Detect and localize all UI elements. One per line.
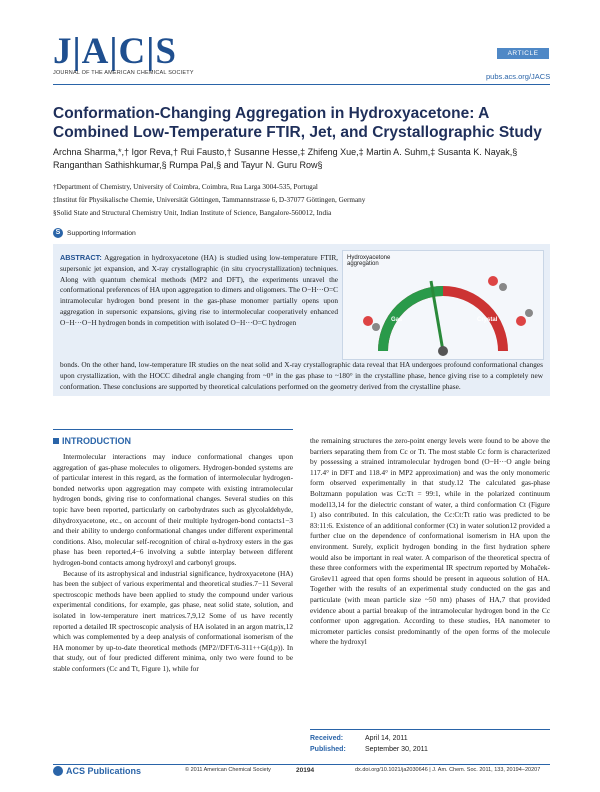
journal-site-link[interactable]: pubs.acs.org/JACS	[486, 72, 551, 81]
toc-molecule-atom	[499, 283, 507, 291]
publisher-logo	[53, 766, 141, 776]
acs-logo-icon	[53, 766, 63, 776]
toc-molecule-atom	[372, 323, 380, 331]
header-divider	[53, 84, 550, 85]
paragraph: Because of its astrophysical and industrial significance, hydroxyacetone (HA) has been the subject of various experimental and theoretical studies.7−11 Several spectroscopic methods have been applied to study the compound under various experimental conditions, for example, gas phase, neat solid state, solution, and isolated in low-temperature inert matrices.7,9,12 Some of us have recently reported a detailed IR spectroscopic analysis of HA isolated in an argon matrix,12 which was complemented by a deep analysis of conformational isomerism of the HA monomer by up-to-date theoretical methods (MP2//DFT/6-311++G(d,p)). In that study, out of four predicted different minima, only two were found to be stable conformers (Cc and Tt, Figure 1), while for	[53, 568, 293, 673]
abstract-body-part1: Aggregation in hydroxyacetone (HA) is studied using low-temperature FTIR, supersonic jet expansion, and X-ray crystallographic (in situ cryocrystallization) techniques. Along with quantum chemical methods (MP2 and DFT), the experiments unravel the conformational preferences of HA upon aggregation to dimers and oligomers. The O−H···O=C intramolecular hydrogen bond present in the gas-phase monomer partially opens upon aggregation in supersonic expansions, giving rise to intermolecular cooperatively enhanced O−H···O−H hydrogen bonds in competition with isolated O−H···O=C hydrogen	[60, 253, 339, 327]
section-heading-label: INTRODUCTION	[62, 436, 131, 446]
toc-label-crystal: Crystal	[477, 317, 498, 323]
article-dates	[310, 733, 550, 755]
supporting-info-link[interactable]	[53, 228, 136, 238]
supporting-info-icon: S	[53, 228, 63, 238]
affiliation-3: §Solid State and Structural Chemistry Unit, Indian Institute of Science, Bangalore-560012, India	[53, 209, 332, 217]
published-date: September 30, 2011	[365, 746, 428, 753]
toc-label-gas: Gas	[391, 317, 403, 323]
copyright: © 2011 American Chemical Society	[185, 767, 271, 773]
abstract-text-top	[60, 253, 338, 329]
toc-graphic	[342, 250, 544, 360]
toc-molecule-atom	[363, 316, 373, 326]
toc-molecule-atom	[525, 309, 533, 317]
body-column-right	[310, 436, 550, 648]
article-type-badge: ARTICLE	[497, 48, 549, 59]
dates-divider	[310, 729, 550, 730]
toc-label-top: Hydroxyacetone aggregation	[347, 255, 391, 267]
journal-logo: J|A|C|S	[53, 31, 177, 72]
paragraph: the remaining structures the zero-point energy levels were found to be above the barriers separating them from Cc or Tt. The most stable Cc form is characterized by possessing a strained intramolecular hydrogen bond (O−H···O angle being 117.4° in DFT and 118.4° in MP2 approximation) and was the only monomeric form observed experimentally in that study.12 The calculated gas-phase Boltzmann population was Cc:Tt = 99:1, while in the polarized continuum model13,14 for the dielectric constant of water, a third conformation Ct (Figure 1) also contributed. In this calculation, the Cc:Ct:Tt ratio was predicted to be 83:11:6. Existence of an additional conformer (Ct) in water solution12 provided a further clue on the dependence of conformational isomerism in HA upon the environment. Surely, explicit hydrogen bonding in the first hydration sphere would also be important in real water. A comparison of the theoretical spectra of these three conformers with the experimental IR spectrum reported by Mohaček-Grošev11 agreed that open forms should be present in aqueous solution of HA. Together with the results of an experimental study conducted on the gas and particulate (with mean particle size ~50 nm) phases of HA,7 that provided evidence about a partial breakup of the intramolecular hydrogen bond in the Cc conformer upon aggregation. According to these studies, HA nanometer to micrometer particles consist predominantly of the open forms of the molecule where the hydroxyl	[310, 436, 550, 647]
section-bullet-icon	[53, 438, 59, 444]
toc-graphic-svg	[343, 251, 543, 359]
received-row	[310, 733, 550, 744]
intro-divider	[53, 429, 293, 430]
page-number: 20194	[296, 767, 315, 774]
received-label: Received:	[310, 735, 344, 742]
toc-gauge-hub	[438, 346, 448, 356]
footer-divider	[53, 764, 550, 765]
section-heading-introduction	[53, 436, 131, 446]
supporting-info-label: Supporting Information	[67, 229, 136, 237]
toc-molecule-atom	[516, 316, 526, 326]
received-date: April 14, 2011	[365, 735, 408, 742]
published-row	[310, 744, 550, 755]
doi-citation[interactable]: dx.doi.org/10.1021/ja2030646 | J. Am. Chem. Soc. 2011, 133, 20194−20207	[355, 767, 541, 773]
abstract-label: ABSTRACT:	[60, 253, 102, 262]
published-label: Published:	[310, 746, 346, 753]
article-title: Conformation-Changing Aggregation in Hydroxyacetone: A Combined Low-Temperature FTIR, Jet, and Crystallographic Study	[53, 105, 542, 141]
journal-name: JOURNAL OF THE AMERICAN CHEMICAL SOCIETY	[53, 70, 194, 76]
author-list: Archna Sharma,*,† Igor Reva,† Rui Fausto,† Susanne Hesse,‡ Zhifeng Xue,‡ Martin A. Suhm,‡ Susanta K. Nayak,§ Ranganthan Sathishkumar,§ Rumpa Pal,§ and Tayur N. Guru Row§	[53, 147, 518, 170]
affiliation-2: ‡Institut für Physikalische Chemie, Universität Göttingen, Tammannstrasse 6, D-37077 Göttingen, Germany	[53, 196, 366, 204]
abstract-body-part2: bonds. On the other hand, low-temperature IR studies on the neat solid and X-ray crystallographic data reveal that HA undergoes profound conformational changes upon crystallization, with the HOCC dihedral angle changing from ~0° in the gas phase to ~180° in the crystalline phase, hence giving rise to a completely new conformation. These conclusions are supported by theoretical calculations performed on the geometry derived from the crystalline phase.	[60, 360, 543, 391]
paragraph: Intermolecular interactions may induce conformational changes upon aggregation of gas-phase molecules to oligomers. Hydrogen-bonded systems are of particular interest in this regard, as the formation of intermolecular hydrogen-bonded networks upon aggregation may compete with existing intramolecular hydrogen bonds, giving rise to conformational changes. Several studies on this topic have been reported, particularly on carbohydrates such as glycolaldehyde, dihydroxyacetone, etc., on account of their multiple hydrogen-bond contacts1−3 and their ability to undergo conformational changes under different experimental conditions. Also, molecular self-recognition of chiral α-hydroxy esters in the gas phase has been reported,4−6 involving a subtle interplay between different hydrogen-bond contacts among hydroxyl and carbonyl groups.	[53, 452, 293, 567]
affiliation-1: †Department of Chemistry, University of Coimbra, Coimbra, Rua Larga 3004-535, Portugal	[53, 183, 318, 191]
body-column-left	[53, 452, 293, 674]
publisher-name: ACS Publications	[66, 766, 142, 776]
toc-molecule-atom	[488, 276, 498, 286]
